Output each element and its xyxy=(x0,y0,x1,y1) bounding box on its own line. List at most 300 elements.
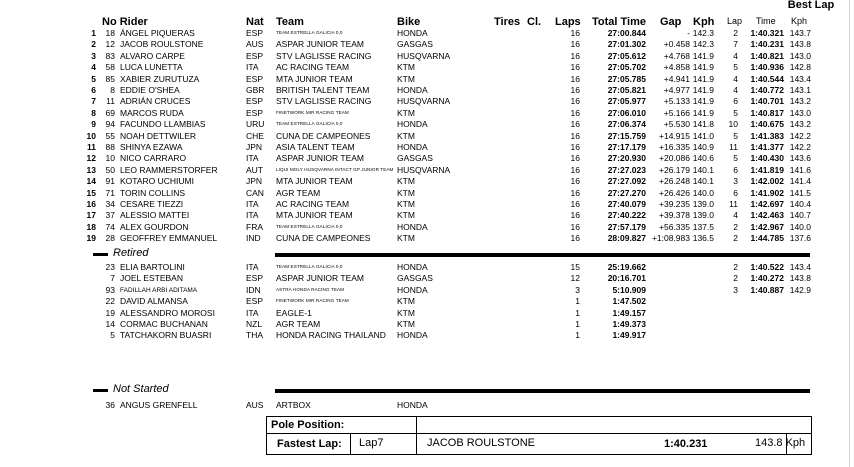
best-lap-kph: 143.4 xyxy=(789,262,811,272)
header-laps: Laps xyxy=(555,16,581,28)
best-lap-kph: 140.0 xyxy=(789,221,811,232)
total-time: 27:00.844 xyxy=(607,28,646,38)
kph: 141.9 xyxy=(692,96,714,107)
best-lap-time: 1:40.231 xyxy=(750,39,784,50)
nationality: AUS xyxy=(246,400,264,410)
bike: HUSQVARNA xyxy=(397,50,451,61)
rider-name: JACOB ROULSTONE xyxy=(120,39,204,50)
nationality: URU xyxy=(246,119,265,130)
best-lap-number: 11 xyxy=(729,142,738,152)
team-name: TEAM ESTRELLA GALICIA 0,0 xyxy=(276,264,343,269)
rider-number: 10 xyxy=(105,153,115,164)
fastest-lap-number: Lap7 xyxy=(359,437,384,449)
rider-number: 88 xyxy=(105,142,115,152)
best-lap-kph: 142.9 xyxy=(789,284,811,295)
team-name: EAGLE-1 xyxy=(276,307,312,318)
rider-name: NICO CARRARO xyxy=(120,153,187,164)
header-gap: Gap xyxy=(660,16,682,28)
nationality: THA xyxy=(246,330,263,341)
bike: HONDA xyxy=(397,221,428,232)
kph: 140.0 xyxy=(692,187,714,198)
best-lap-time: 1:40.522 xyxy=(750,262,784,272)
nationality: IND xyxy=(246,233,261,244)
not-started-row xyxy=(0,400,854,411)
team-name: CUNA DE CAMPEONES xyxy=(276,233,371,244)
position: 15 xyxy=(86,187,96,198)
total-time: 27:05.977 xyxy=(607,96,646,107)
best-lap-number: 5 xyxy=(733,130,738,141)
best-lap-number: 4 xyxy=(733,73,738,84)
best-lap-number: 5 xyxy=(733,107,738,118)
rider-name: ANGUS GRENFELL xyxy=(120,400,198,410)
rider-number: 55 xyxy=(105,130,115,141)
table-row xyxy=(0,142,854,153)
bike: HUSQVARNA xyxy=(397,96,451,107)
gap: +4.977 xyxy=(663,85,690,95)
retired-row xyxy=(0,319,854,330)
table-row xyxy=(0,233,854,244)
position: 7 xyxy=(91,96,96,107)
bike: HONDA xyxy=(397,400,428,410)
position: 9 xyxy=(91,119,96,130)
team-name: AGR TEAM xyxy=(276,187,321,198)
rider-name: DAVID ALMANSA xyxy=(120,296,188,307)
laps: 16 xyxy=(570,130,580,141)
nationality: ITA xyxy=(246,199,259,209)
best-lap-kph: 143.8 xyxy=(789,39,811,50)
gap: +0.458 xyxy=(663,39,690,50)
table-row xyxy=(0,199,854,210)
team-name: MTA JUNIOR TEAM xyxy=(276,210,353,221)
laps: 16 xyxy=(570,28,580,38)
best-lap-kph: 141.4 xyxy=(789,176,811,187)
nationality: IDN xyxy=(246,284,261,295)
table-row xyxy=(0,222,854,233)
laps: 16 xyxy=(570,164,580,175)
total-time: 27:15.759 xyxy=(607,130,646,141)
bike: GASGAS xyxy=(397,153,433,164)
nationality: ESP xyxy=(246,28,264,38)
retired-row xyxy=(0,308,854,319)
kph: 137.5 xyxy=(692,221,714,232)
table-row xyxy=(0,39,854,50)
best-lap-number: 6 xyxy=(733,187,738,198)
position: 11 xyxy=(87,142,96,152)
total-time: 27:05.702 xyxy=(607,62,646,73)
fastest-lap-speed: 143.8 Kph xyxy=(755,437,806,449)
kph: 142.3 xyxy=(692,28,714,38)
team-name: TEAM ESTRELLA GALICIA 0,0 xyxy=(276,223,343,229)
header-no-rider: No Rider xyxy=(102,16,148,28)
rider-number: 58 xyxy=(105,62,115,73)
total-time: 27:27.092 xyxy=(607,176,646,187)
team-name: ASIA TALENT TEAM xyxy=(276,142,355,152)
nationality: ESP xyxy=(246,96,264,107)
best-lap-time: 1:41.383 xyxy=(750,130,784,141)
rider-number: 11 xyxy=(106,96,115,107)
gap: +5.530 xyxy=(663,119,690,130)
rider-name: MARCOS RUDA xyxy=(120,107,184,118)
position: 1 xyxy=(91,28,96,38)
rider-number: 74 xyxy=(105,221,115,232)
header-cl: Cl. xyxy=(527,16,542,28)
header-best-lap-kph: Kph xyxy=(791,16,808,26)
best-lap-time: 1:40.936 xyxy=(750,62,784,73)
team-name: AC RACING TEAM xyxy=(276,62,350,73)
team-name: FINETWORK MIR RACING TEAM xyxy=(276,109,349,115)
best-lap-number: 2 xyxy=(733,233,738,244)
table-row xyxy=(0,62,854,73)
rider-name: ALVARO CARPE xyxy=(120,50,185,61)
best-lap-number: 11 xyxy=(729,199,738,209)
rider-name: ALEX GOURDON xyxy=(120,221,189,232)
laps: 1 xyxy=(575,319,580,329)
nationality: AUT xyxy=(246,164,263,175)
total-time: 20:16.701 xyxy=(607,273,646,284)
fastest-lap-rider: JACOB ROULSTONE xyxy=(427,437,535,449)
best-lap-number: 2 xyxy=(733,273,738,284)
best-lap-time: 1:41.819 xyxy=(750,164,784,175)
kph: 141.8 xyxy=(692,119,714,130)
pole-line-bottom xyxy=(266,454,812,455)
best-lap-kph: 140.7 xyxy=(789,210,811,221)
gap: +4.941 xyxy=(663,73,690,84)
bike: KTM xyxy=(397,233,415,244)
best-lap-time: 1:40.701 xyxy=(750,96,784,107)
total-time: 28:09.827 xyxy=(607,233,646,244)
laps: 16 xyxy=(570,96,580,107)
kph: 141.9 xyxy=(692,50,714,61)
best-lap-number: 5 xyxy=(733,62,738,73)
best-lap-time: 1:40.430 xyxy=(750,153,784,164)
rider-number: 19 xyxy=(105,307,115,318)
gap: +16.335 xyxy=(659,142,690,152)
pole-position-label: Pole Position: xyxy=(271,419,345,431)
nationality: JPN xyxy=(246,176,263,187)
rider-number: 5 xyxy=(110,330,115,341)
gap: +14.915 xyxy=(659,130,690,141)
position: 2 xyxy=(91,39,96,50)
gap: +26.426 xyxy=(659,187,690,198)
best-lap-kph: 142.2 xyxy=(789,130,811,141)
not-started-heading: Not Started xyxy=(113,383,169,395)
team-name: TEAM ESTRELLA GALICIA 0,0 xyxy=(276,121,343,127)
kph: 141.9 xyxy=(692,62,714,73)
pole-line-divider xyxy=(416,416,417,455)
team-name: STV LAGLISSE RACING xyxy=(276,96,372,107)
rider-name: LUCA LUNETTA xyxy=(120,62,183,73)
team-name: TEAM ESTRELLA GALICIA 0,0 xyxy=(276,30,343,35)
kph: 139.0 xyxy=(692,210,714,221)
team-name: STV LAGLISSE RACING xyxy=(276,50,372,61)
laps: 1 xyxy=(575,296,580,307)
nationality: CHE xyxy=(246,130,264,141)
header-nat: Nat xyxy=(246,16,264,28)
laps: 16 xyxy=(570,210,580,221)
best-lap-kph: 141.6 xyxy=(789,164,811,175)
header-best-lap: Best Lap xyxy=(787,0,835,11)
nationality: ITA xyxy=(246,262,259,272)
bike: HONDA xyxy=(397,262,428,272)
nationality: ITA xyxy=(246,153,259,164)
nationality: NZL xyxy=(246,319,263,329)
bike: KTM xyxy=(397,107,415,118)
laps: 16 xyxy=(570,199,580,209)
rider-number: 7 xyxy=(110,273,115,284)
gap: +39.378 xyxy=(659,210,690,221)
rider-name: XABIER ZURUTUZA xyxy=(120,73,200,84)
best-lap-kph: 143.2 xyxy=(789,96,811,107)
best-lap-kph: 143.1 xyxy=(789,85,811,95)
nationality: ITA xyxy=(246,210,259,221)
rider-number: 50 xyxy=(105,164,115,175)
team-name: ARTBOX xyxy=(276,400,311,410)
header-team: Team xyxy=(276,16,304,28)
best-lap-time: 1:42.697 xyxy=(750,199,784,209)
table-row xyxy=(0,51,854,62)
total-time: 27:40.079 xyxy=(607,199,646,209)
position: 17 xyxy=(86,210,96,221)
bike: HONDA xyxy=(397,284,428,295)
gap: +5.166 xyxy=(663,107,690,118)
best-lap-kph: 142.8 xyxy=(789,62,811,73)
rider-name: SHINYA EZAWA xyxy=(120,142,183,152)
bike: HONDA xyxy=(397,142,428,152)
best-lap-time: 1:44.785 xyxy=(750,233,784,244)
total-time: 27:40.222 xyxy=(607,210,646,221)
retired-row xyxy=(0,285,854,296)
nationality: ESP xyxy=(246,273,264,284)
best-lap-time: 1:42.002 xyxy=(750,176,784,187)
total-time: 27:27.023 xyxy=(607,164,646,175)
total-time: 27:05.821 xyxy=(607,85,646,95)
pole-line-mid xyxy=(266,433,812,434)
retired-row xyxy=(0,273,854,284)
team-name: BRITISH TALENT TEAM xyxy=(276,85,370,95)
best-lap-time: 1:40.821 xyxy=(750,50,784,61)
position: 4 xyxy=(91,62,96,73)
bike: HONDA xyxy=(397,28,428,38)
total-time: 27:27.270 xyxy=(607,187,646,198)
best-lap-time: 1:42.463 xyxy=(750,210,784,221)
rider-number: 14 xyxy=(105,319,115,329)
best-lap-kph: 143.2 xyxy=(789,119,811,130)
team-name: FINETWORK MIR RACING TEAM xyxy=(276,298,349,304)
table-row xyxy=(0,210,854,221)
laps: 16 xyxy=(570,142,580,152)
best-lap-number: 5 xyxy=(733,153,738,164)
rider-name: JOEL ESTEBAN xyxy=(120,273,183,284)
laps: 16 xyxy=(570,107,580,118)
table-row xyxy=(0,96,854,107)
nationality: ESP xyxy=(246,50,264,61)
position: 13 xyxy=(86,164,96,175)
table-row xyxy=(0,28,854,39)
bike: HONDA xyxy=(397,119,428,130)
pole-line-top xyxy=(266,416,812,417)
best-lap-number: 4 xyxy=(733,210,738,221)
laps: 16 xyxy=(570,119,580,130)
rider-number: 18 xyxy=(105,28,115,38)
best-lap-number: 2 xyxy=(733,221,738,232)
position: 6 xyxy=(91,85,96,95)
rider-number: 22 xyxy=(105,296,115,307)
gap: +56.335 xyxy=(659,221,690,232)
best-lap-number: 2 xyxy=(733,262,738,272)
best-lap-kph: 143.0 xyxy=(789,107,811,118)
best-lap-number: 6 xyxy=(733,164,738,175)
bike: KTM xyxy=(397,307,415,318)
rider-name: FACUNDO LLAMBIAS xyxy=(120,119,206,130)
rider-name: KOTARO UCHIUMI xyxy=(120,176,194,187)
gap: +39.235 xyxy=(659,199,690,209)
best-lap-kph: 143.8 xyxy=(789,273,811,284)
table-row xyxy=(0,153,854,164)
kph: 140.9 xyxy=(692,142,714,152)
best-lap-time: 1:40.772 xyxy=(750,85,784,95)
total-time: 25:19.662 xyxy=(607,262,646,272)
laps: 16 xyxy=(570,221,580,232)
best-lap-time: 1:42.967 xyxy=(750,221,784,232)
laps: 16 xyxy=(570,73,580,84)
team-name: ASPAR JUNIOR TEAM xyxy=(276,39,365,50)
kph: 141.9 xyxy=(692,85,714,95)
rider-number: 28 xyxy=(105,233,115,244)
table-row xyxy=(0,165,854,176)
table-row xyxy=(0,108,854,119)
laps: 16 xyxy=(570,176,580,187)
rider-name: ADRIÁN CRUCES xyxy=(120,96,191,107)
team-name: ASPAR JUNIOR TEAM xyxy=(276,153,365,164)
gap: +20.086 xyxy=(659,153,690,164)
kph: 141.9 xyxy=(692,107,714,118)
laps: 16 xyxy=(570,62,580,73)
team-name: AC RACING TEAM xyxy=(276,199,350,209)
laps: 12 xyxy=(570,273,580,284)
best-lap-time: 1:40.675 xyxy=(750,119,784,130)
header-tires: Tires xyxy=(494,16,521,28)
rider-number: 37 xyxy=(105,210,115,221)
header-best-lap-time: Time xyxy=(756,16,776,26)
team-name: CUNA DE CAMPEONES xyxy=(276,130,371,141)
best-lap-kph: 143.6 xyxy=(789,153,811,164)
laps: 16 xyxy=(570,85,580,95)
position: 12 xyxy=(86,153,96,164)
bike: HONDA xyxy=(397,330,428,341)
nationality: ITA xyxy=(246,62,259,73)
rider-name: ALESSIO MATTEI xyxy=(120,210,190,221)
team-name: MTA JUNIOR TEAM xyxy=(276,73,353,84)
gap: +5.133 xyxy=(663,96,690,107)
best-lap-kph: 143.4 xyxy=(789,73,811,84)
laps: 1 xyxy=(575,330,580,341)
position: 10 xyxy=(86,130,96,141)
best-lap-kph: 141.5 xyxy=(789,187,811,198)
rider-name: ELIA BARTOLINI xyxy=(120,262,185,272)
gap: - xyxy=(687,28,690,38)
total-time: 27:05.785 xyxy=(607,73,646,84)
kph: 140.1 xyxy=(692,176,714,187)
position: 5 xyxy=(91,73,96,84)
position: 16 xyxy=(86,199,96,209)
pole-line-right xyxy=(811,416,812,455)
nationality: ESP xyxy=(246,296,264,307)
rider-number: 83 xyxy=(105,50,115,61)
rider-name: FADILLAH ARBI ADITAMA xyxy=(120,286,198,294)
position: 14 xyxy=(86,176,96,187)
position: 18 xyxy=(86,221,96,232)
table-row xyxy=(0,74,854,85)
laps: 16 xyxy=(570,233,580,244)
best-lap-time: 1:40.887 xyxy=(750,284,784,295)
best-lap-number: 3 xyxy=(733,176,738,187)
rider-number: 94 xyxy=(105,119,115,130)
total-time: 27:05.612 xyxy=(607,50,646,61)
laps: 1 xyxy=(575,307,580,318)
rider-name: NOAH DETTWILER xyxy=(120,130,197,141)
best-lap-time: 1:41.902 xyxy=(750,187,784,198)
total-time: 27:06.010 xyxy=(607,107,646,118)
bike: KTM xyxy=(397,187,415,198)
bike: HUSQVARNA xyxy=(397,164,451,175)
team-name: LIQUI MOLY HUSQVARNA INTACT GP JUNIOR TEAM xyxy=(276,166,394,172)
best-lap-number: 3 xyxy=(733,284,738,295)
bike: HONDA xyxy=(397,85,428,95)
laps: 16 xyxy=(570,153,580,164)
retired-row xyxy=(0,262,854,273)
rider-name: LEO RAMMERSTORFER xyxy=(120,164,218,175)
rider-number: 36 xyxy=(105,400,115,410)
nationality: FRA xyxy=(246,221,263,232)
gap: +4.768 xyxy=(663,50,690,61)
kph: 139.0 xyxy=(692,199,714,209)
best-lap-time: 1:41.377 xyxy=(750,142,784,152)
gap: +26.179 xyxy=(659,164,690,175)
rider-name: TATCHAKORN BUASRI xyxy=(120,330,212,341)
team-name: ASPAR JUNIOR TEAM xyxy=(276,273,365,284)
best-lap-time: 1:40.544 xyxy=(750,73,784,84)
position: 19 xyxy=(86,233,96,244)
pole-line-left xyxy=(266,416,267,455)
bike: KTM xyxy=(397,319,415,329)
rider-name: TORIN COLLINS xyxy=(120,187,186,198)
table-row xyxy=(0,188,854,199)
kph: 141.9 xyxy=(692,73,714,84)
bike: KTM xyxy=(397,199,415,209)
bike: KTM xyxy=(397,296,415,307)
gap: +1:08.983 xyxy=(651,233,690,244)
bike: GASGAS xyxy=(397,39,433,50)
best-lap-time: 1:40.817 xyxy=(750,107,784,118)
bike: GASGAS xyxy=(397,273,433,284)
retired-bar xyxy=(275,253,810,257)
team-name: HONDA RACING THAILAND xyxy=(276,330,386,341)
nationality: JPN xyxy=(246,142,263,152)
bike: KTM xyxy=(397,130,415,141)
header-total-time: Total Time xyxy=(592,16,646,28)
total-time: 27:06.374 xyxy=(607,119,646,130)
laps: 16 xyxy=(570,50,580,61)
nationality: ESP xyxy=(246,73,264,84)
header-best-lap-lap: Lap xyxy=(727,16,743,26)
best-lap-number: 2 xyxy=(733,28,738,38)
total-time: 1:49.373 xyxy=(612,319,646,329)
best-lap-kph: 137.6 xyxy=(789,233,811,244)
not-started-dash xyxy=(93,389,108,392)
rider-number: 93 xyxy=(105,284,115,295)
pole-line-lap-left xyxy=(350,433,351,455)
bike: KTM xyxy=(397,176,415,187)
